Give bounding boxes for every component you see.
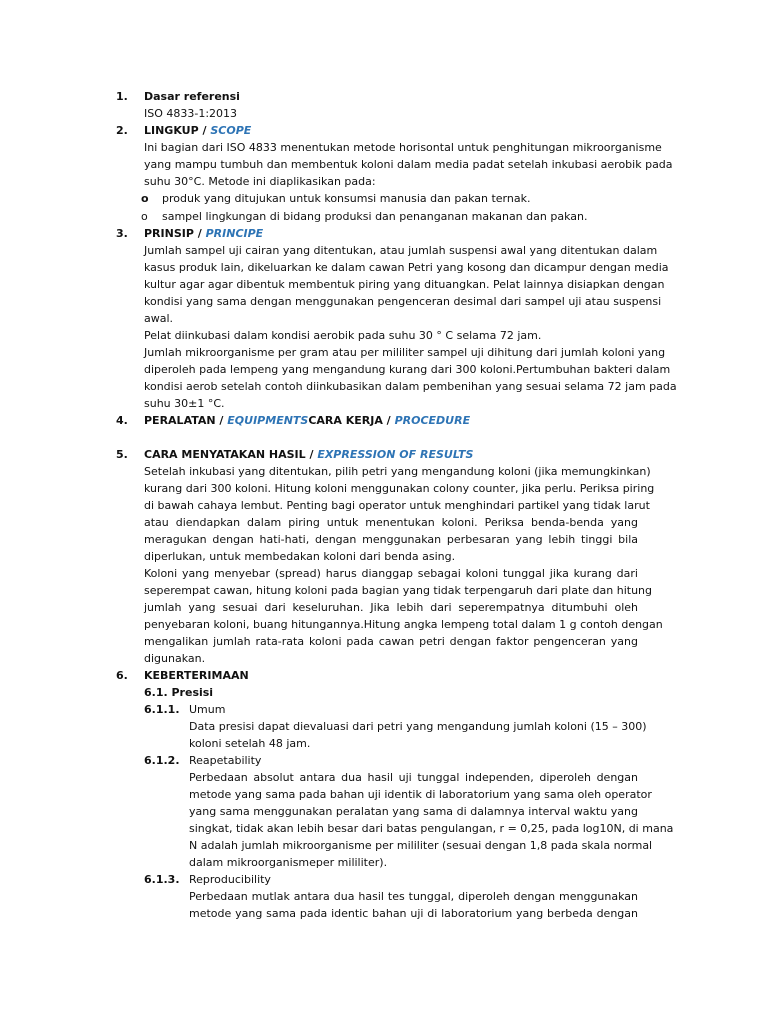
section-title2-id: CARA KERJA / bbox=[308, 414, 391, 427]
paragraph-line: seperempat cawan, hitung koloni pada bagian yang tidak terpengaruh dari plate dan hitung bbox=[144, 584, 653, 597]
subsection-name: Reproducibility bbox=[189, 873, 271, 886]
paragraph-line: kondisi aerob setelah contoh diinkubasikan dalam pembenihan yang sesuai selama 72 jam pada bbox=[144, 380, 677, 393]
section-title-id: PRINSIP / bbox=[144, 227, 202, 240]
paragraph-line: Setelah inkubasi yang ditentukan, pilih petri yang mengandung koloni (jika memungkinkan) bbox=[144, 465, 651, 478]
bullet-marker: o bbox=[141, 210, 148, 223]
paragraph-line: kultur agar agar dibentuk membentuk piring yang dituangkan. Pelat lainnya disiapkan dengan bbox=[144, 278, 665, 291]
paragraph-line: Koloni yang menyebar (spread) harus dianggap sebagai koloni tunggal jika kurang dari bbox=[144, 567, 638, 580]
section-title: KEBERTERIMAAN bbox=[144, 669, 249, 682]
paragraph-line: kasus produk lain, dikeluarkan ke dalam cawan Petri yang kosong dan dicampur dengan media bbox=[144, 261, 669, 274]
subsection-number: 6.1.2. bbox=[144, 754, 180, 767]
subsection-number: 6.1.1. bbox=[144, 703, 180, 716]
paragraph-line: digunakan. bbox=[144, 652, 206, 665]
paragraph-line: metode yang sama pada bahan uji identik di laboratorium yang sama oleh operator bbox=[189, 788, 652, 801]
bullet-text: produk yang ditujukan untuk konsumsi manusia dan pakan ternak. bbox=[162, 192, 531, 205]
paragraph-line: N adalah jumlah mikroorganisme per mililiter (sesuai dengan 1,8 pada skala normal bbox=[189, 839, 653, 852]
section-title-id: LINGKUP / bbox=[144, 124, 207, 137]
section-title bbox=[144, 122, 251, 139]
section-number: 5. bbox=[116, 448, 128, 461]
section-title-en: EQUIPMENTS bbox=[227, 414, 309, 427]
paragraph-line: metode yang sama pada identic bahan uji di laboratorium yang berbeda dengan bbox=[189, 907, 638, 920]
bullet-text: sampel lingkungan di bidang produksi dan penanganan makanan dan pakan. bbox=[162, 210, 588, 223]
paragraph-line: meragukan dengan hati-hati, dengan menggunakan perbesaran yang lebih tinggi bila bbox=[144, 533, 638, 546]
section-title bbox=[144, 412, 470, 429]
paragraph-line: Data presisi dapat dievaluasi dari petri yang mengandung jumlah koloni (15 – 300) bbox=[189, 720, 647, 733]
section-title-id: PERALATAN / bbox=[144, 414, 224, 427]
section-title-en: SCOPE bbox=[210, 124, 252, 137]
section-number: 6. bbox=[116, 669, 128, 682]
paragraph-line: Pelat diinkubasi dalam kondisi aerobik pada suhu 30 ° C selama 72 jam. bbox=[144, 329, 542, 342]
paragraph-line: dalam mikroorganismeper mililiter). bbox=[189, 856, 388, 869]
section-title bbox=[144, 225, 263, 242]
section-title2-en: PROCEDURE bbox=[394, 414, 471, 427]
subsection-name: Umum bbox=[189, 703, 226, 716]
paragraph-line: Perbedaan mutlak antara dua hasil tes tunggal, diperoleh dengan menggunakan bbox=[189, 890, 638, 903]
paragraph-line: jumlah yang sesuai dari keseluruhan. Jika lebih dari seperempatnya ditumbuhi oleh bbox=[144, 601, 638, 614]
section-number: 1. bbox=[116, 90, 128, 103]
paragraph-line: penyebaran koloni, buang hitungannya.Hitung angka lempeng total dalam 1 g contoh dengan bbox=[144, 618, 663, 631]
paragraph-line: diperoleh pada lempeng yang mengandung kurang dari 300 koloni.Pertumbuhan bakteri dalam bbox=[144, 363, 671, 376]
paragraph-line: mengalikan jumlah rata-rata koloni pada cawan petri dengan faktor pengenceran yang bbox=[144, 635, 638, 648]
paragraph-line: Perbedaan absolut antara dua hasil uji tunggal independen, diperoleh dengan bbox=[189, 771, 638, 784]
paragraph-line: kondisi yang sama dengan menggunakan pengenceran desimal dari sampel uji atau suspensi bbox=[144, 295, 662, 308]
paragraph-line: suhu 30°C. Metode ini diaplikasikan pada: bbox=[144, 175, 376, 188]
bullet-marker: o bbox=[141, 192, 149, 205]
paragraph-line: awal. bbox=[144, 312, 174, 325]
paragraph-line: koloni setelah 48 jam. bbox=[189, 737, 311, 750]
paragraph-line: suhu 30±1 °C. bbox=[144, 397, 225, 410]
subsection-title: 6.1. Presisi bbox=[144, 686, 214, 699]
section-title: Dasar referensi bbox=[144, 90, 240, 103]
paragraph-line: diperlukan, untuk membedakan koloni dari benda asing. bbox=[144, 550, 456, 563]
paragraph-line: Ini bagian dari ISO 4833 menentukan metode horisontal untuk penghitungan mikroorganisme bbox=[144, 141, 662, 154]
section-number: 3. bbox=[116, 227, 128, 240]
section-title-en: EXPRESSION OF RESULTS bbox=[317, 448, 474, 461]
reference-line: ISO 4833-1:2013 bbox=[144, 107, 238, 120]
subsection-number: 6.1.3. bbox=[144, 873, 180, 886]
section-number: 4. bbox=[116, 414, 128, 427]
section-title-id: CARA MENYATAKAN HASIL / bbox=[144, 448, 314, 461]
section-number: 2. bbox=[116, 124, 128, 137]
paragraph-line: di bawah cahaya lembut. Penting bagi operator untuk menghindari partikel yang tidak larut bbox=[144, 499, 650, 512]
paragraph-line: Jumlah mikroorganisme per gram atau per mililiter sampel uji dihitung dari jumlah koloni yang bbox=[144, 346, 666, 359]
section-title bbox=[144, 446, 473, 463]
paragraph-line: Jumlah sampel uji cairan yang ditentukan, atau jumlah suspensi awal yang ditentukan dalam bbox=[144, 244, 658, 257]
section-title-en: PRINCIPE bbox=[205, 227, 264, 240]
paragraph-line: singkat, tidak akan lebih besar dari batas pengulangan, r = 0,25, pada log10N, di mana bbox=[189, 822, 674, 835]
paragraph-line: kurang dari 300 koloni. Hitung koloni menggunakan colony counter, jika perlu. Periksa piring bbox=[144, 482, 655, 495]
subsection-name: Reapetability bbox=[189, 754, 262, 767]
paragraph-line: yang mampu tumbuh dan membentuk koloni dalam media padat setelah inkubasi aerobik pada bbox=[144, 158, 673, 171]
paragraph-line: atau diendapkan dalam piring untuk menentukan koloni. Periksa benda-benda yang bbox=[144, 516, 638, 529]
paragraph-line: yang sama menggunakan peralatan yang sama di dalamnya interval waktu yang bbox=[189, 805, 638, 818]
